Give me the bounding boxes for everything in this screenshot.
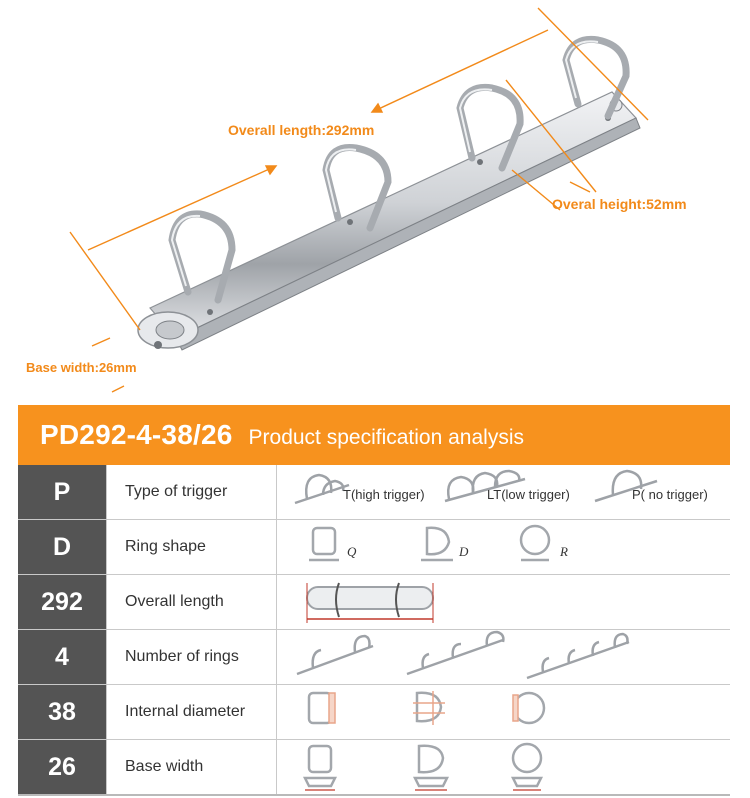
q-ring-icon — [313, 528, 335, 554]
ring-shape-options — [277, 520, 730, 574]
spec-row-ring-shape — [18, 520, 730, 575]
q-diameter-icon — [309, 693, 331, 723]
row-label: Ring shape — [107, 520, 277, 574]
spec-title: Product specification analysis — [248, 426, 524, 449]
row-code: D — [18, 520, 107, 574]
row-label: Overall length — [107, 575, 277, 629]
low-trigger-label: LT(low trigger) — [487, 487, 570, 502]
high-trigger-icon — [295, 475, 349, 503]
three-ring-icon — [407, 632, 503, 674]
row-code: P — [18, 465, 107, 519]
trigger-options — [277, 465, 730, 519]
base-width-illustrations — [277, 740, 730, 794]
row-label: Base width — [107, 740, 277, 794]
r-ring-icon — [521, 526, 549, 554]
row-code: 38 — [18, 685, 107, 739]
overall-length-label: Overall length:292mm — [228, 122, 375, 138]
ring-shape-r: R — [560, 544, 568, 559]
d-ring-icon — [427, 528, 449, 554]
spec-table — [18, 405, 730, 796]
row-code: 292 — [18, 575, 107, 629]
row-label: Type of trigger — [107, 465, 277, 519]
row-code: 4 — [18, 630, 107, 684]
ring-shape-q: Q — [347, 544, 357, 559]
spec-row-overall-length — [18, 575, 730, 630]
spec-row-base-width — [18, 740, 730, 796]
d-diameter-icon — [417, 693, 441, 721]
base-plate-icon — [307, 587, 433, 609]
number-of-rings-illustrations — [277, 630, 730, 684]
d-base-icon — [419, 746, 443, 772]
ring-shape-illustrations — [277, 520, 730, 574]
four-ring-icon — [527, 634, 629, 678]
r-base-icon — [513, 744, 541, 772]
rings — [172, 39, 626, 300]
ring-shape-d: D — [459, 544, 469, 559]
no-trigger-label: P( no trigger) — [632, 487, 708, 502]
row-label: Internal diameter — [107, 685, 277, 739]
q-base-icon — [309, 746, 331, 772]
internal-diameter-illustrations — [277, 685, 730, 739]
overall-length-illustration — [277, 575, 730, 629]
row-code: 26 — [18, 740, 107, 794]
high-trigger-label: T(high trigger) — [343, 487, 425, 502]
two-ring-icon — [297, 636, 373, 674]
spec-banner — [18, 405, 730, 465]
spec-row-number-of-rings — [18, 630, 730, 685]
spec-row-trigger — [18, 465, 730, 520]
spec-row-internal-diameter — [18, 685, 730, 740]
overall-height-label: Overal height:52mm — [552, 196, 687, 212]
row-label: Number of rings — [107, 630, 277, 684]
base-width-label: Base width:26mm — [26, 360, 137, 375]
product-code: PD292-4-38/26 — [40, 419, 233, 450]
